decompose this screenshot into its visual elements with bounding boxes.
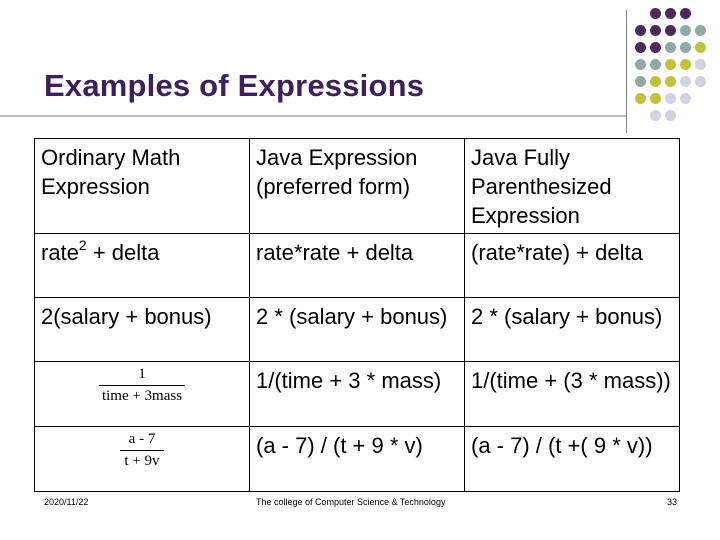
decorative-dot [650, 59, 661, 70]
decorative-dot [665, 76, 676, 87]
decorative-dot [650, 8, 661, 19]
decorative-dot [665, 110, 676, 121]
decorative-dot [665, 59, 676, 70]
table-header-row [35, 139, 680, 234]
decorative-dot [680, 42, 691, 53]
decorative-dot [635, 76, 646, 87]
decorative-dot [665, 8, 676, 19]
decorative-dot [680, 25, 691, 36]
decorative-dot [680, 76, 691, 87]
decorative-dot [695, 25, 706, 36]
fraction-denominator: t + 9v [124, 453, 160, 469]
decorative-dot [695, 110, 706, 121]
fraction [120, 431, 164, 470]
cell-java: (a - 7) / (t + 9 * v) [250, 427, 465, 492]
footer-page-number: 33 [667, 497, 678, 507]
page-title: Examples of Expressions [44, 68, 425, 103]
decorative-dot [680, 8, 691, 19]
cell-java: 1/(time + 3 * mass) [250, 362, 465, 427]
decorative-dot [635, 93, 646, 104]
cell-math [35, 427, 250, 492]
decorative-dot [650, 76, 661, 87]
cell-math [35, 362, 250, 427]
decorative-dot [635, 110, 646, 121]
table-row [35, 298, 680, 362]
cell-java-full: 2 * (salary + bonus) [465, 298, 680, 362]
footer-date: 2020/11/22 [44, 497, 89, 507]
table-row [35, 234, 680, 298]
decorative-dot [680, 59, 691, 70]
title-underline [0, 115, 626, 117]
expressions-table [34, 138, 680, 492]
decorative-dot [665, 25, 676, 36]
decorative-dot [635, 59, 646, 70]
cell-math: rate$^2$ + delta [35, 234, 250, 298]
decorative-dot [635, 8, 646, 19]
cell-java: rate*rate + delta [250, 234, 465, 298]
fraction-numerator: a - 7 [128, 431, 156, 447]
decorative-dot [650, 110, 661, 121]
cell-math: 2(salary + bonus) [35, 298, 250, 362]
header-divider [626, 10, 627, 133]
footer-organization: The college of Computer Science & Technology [256, 497, 446, 507]
decorative-dot [650, 93, 661, 104]
decorative-dot-grid [635, 8, 706, 121]
decorative-dot [695, 76, 706, 87]
decorative-dot [680, 110, 691, 121]
decorative-dot [695, 8, 706, 19]
decorative-dot [635, 42, 646, 53]
cell-java-full: (rate*rate) + delta [465, 234, 680, 298]
table-row [35, 362, 680, 427]
cell-java: 2 * (salary + bonus) [250, 298, 465, 362]
fraction-numerator: 1 [138, 366, 146, 382]
table-row [35, 427, 680, 492]
decorative-dot [650, 25, 661, 36]
decorative-dot [665, 93, 676, 104]
decorative-dot [635, 25, 646, 36]
decorative-dot [695, 42, 706, 53]
header-cell-java: Java Expression (preferred form) [250, 139, 465, 234]
cell-java-full: (a - 7) / (t +( 9 * v)) [465, 427, 680, 492]
decorative-dot [680, 93, 691, 104]
fraction [99, 366, 185, 405]
decorative-dot [665, 42, 676, 53]
decorative-dot [650, 42, 661, 53]
cell-java-full: 1/(time + (3 * mass)) [465, 362, 680, 427]
header-cell-java-full: Java Fully Parenthesized Expression [465, 139, 680, 234]
fraction-denominator: time + 3mass [101, 388, 183, 404]
decorative-dot [695, 93, 706, 104]
decorative-dot [695, 59, 706, 70]
header-cell-math: Ordinary Math Expression [35, 139, 250, 234]
